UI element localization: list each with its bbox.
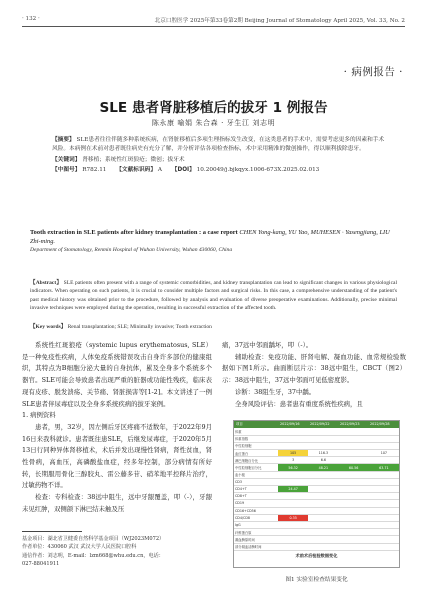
article-title: SLE 患者肾脏移植后的拔牙 1 例报告 [99,100,328,116]
phone-line: 027-88041911 [22,561,60,568]
case-paragraph: 患者，男，32岁，因左侧后牙区疼痛不适数年，于2022年9月16日来我科就诊。患者既往患SLE，后继发尿毒症，于2020年5月13日行同种异体肾移植术，术后并发出现慢性肾病，肾性贫血，肾性骨病，高血压，高磷酸盐血症，经多年控制，部分病情有所好转，长期服用骨化三醇胶丸、雷公藤多苷、硝苯地平控释片治疗，过敏药物不详。 [22,422,212,490]
english-authors: CHEN Yong-kang, YU Yao, MUHESEN · Yasengjiang, LIU Zhi-ming. [30,229,390,245]
english-title [30,228,397,246]
figure-header-item: 项目 [236,422,243,426]
lab-cell: 63.71 [369,464,399,471]
abstract-cn-label: 【摘要】 [52,137,75,143]
abstract-en [30,279,397,312]
doc-code-label: 【文献标识码】 [116,167,157,174]
lab-cell [339,457,369,464]
lab-cell [339,471,369,478]
lab-cell [308,435,338,442]
lab-table-row [234,450,399,457]
lab-cell [339,529,369,536]
classification-row [52,166,387,175]
lab-cell [369,529,399,536]
lab-cell [339,543,369,550]
body-column-left [22,340,212,516]
lab-cell: 56.32 [278,464,308,471]
risk-paragraph: 全身风险评估：患者患有重度系统性疾病，且 [235,399,363,408]
english-title-text: Tooth extraction in SLE patients after kidney transplantation : a case report [30,229,238,236]
lab-row-label: CD4/CD8 [234,514,278,521]
lab-cell [369,428,399,435]
keywords-en [30,323,397,331]
lab-table-row [234,536,399,543]
lab-cell [339,486,369,493]
lab-cell [339,536,369,543]
lab-row-label: 中性粒细胞 [234,442,278,449]
author-list: 陈永康 喻娟 朱合森 · 牙生江 刘志明 [151,119,276,127]
funding-footnote [22,535,212,569]
lab-row-label: IgG [234,521,278,528]
lab-table-row [234,486,399,493]
lab-cell [369,486,399,493]
lab-row-label: 血小板 [234,471,278,478]
lab-row-label: CD19 [234,500,278,507]
section-tag: · 病例报告 · [343,66,403,78]
keywords-en-text: Renal transplantation; SLE; Minimally invasive; Tooth extraction [66,324,212,330]
lab-table-row [234,435,399,442]
lab-cell [278,435,308,442]
lab-cell: 105 [278,450,308,457]
lab-cell [369,521,399,528]
lab-table-row [234,428,399,435]
keywords-en-label: 【Key words】 [30,324,67,330]
funding-line: 基金项目：湖北省卫健委自然科学基金项目（WJ2023M072） [22,536,165,542]
lab-cell [369,536,399,543]
lab-cell [308,543,338,550]
aux-exam-paragraph: 辅助检查：免疫功能、肝肾电解、凝血功能、血常规检验数据如下图1所示。曲面断层片示：38远中阻生，CBCT（图2）示：38远中阻生，37远中邻面可见低密度影。 [222,352,406,385]
clc-label: 【中图号】 [52,167,81,174]
abstract-cn-text: SLE患者往往伴随多种系统疾病，在肾脏移植后多项生理指标发生改变，在这类患者的手术中，需要考虑更多的因素和手术风险。本病例在术前对患者既往病史有充分了解，并分析评估各项检查指标，术中采用精准的微创操作，得以顺利拔除患牙。 [52,137,385,153]
lab-cell: 6.6 [308,457,338,464]
figure-header-row [234,421,399,428]
lab-cell [278,471,308,478]
lab-cell: 24.47 [278,486,308,493]
footnote-divider [22,531,82,532]
lab-cell: 3 [278,457,308,464]
lab-cell [369,457,399,464]
lab-cell [308,486,338,493]
doi-value: 10.20049/j.bjkqyx.1006-673X.2025.02.013 [194,167,320,174]
page-number: · 132 · [22,16,40,22]
figure-caption: 图1 实验室检查结果变化 [285,577,348,583]
lab-cell [278,500,308,507]
lab-cell [308,514,338,521]
header-divider [22,26,405,27]
lab-row-label: CD16+CD56 [234,507,278,514]
lab-cell [308,471,338,478]
lab-cell [369,442,399,449]
lab-cell [369,514,399,521]
lab-cell [339,450,369,457]
journal-info: 北京口腔医学 2025年第33卷第2期 Beijing Journal of Stomatology April 2025, Vol. 33, No. 2 [154,18,405,24]
keywords-cn-text: 肾移植；系统性红斑狼疮；微创；拔牙术 [80,156,185,163]
lab-cell [278,442,308,449]
figure-footer: 术前术后检验数据变化 [295,553,338,558]
lab-table-row [234,457,399,464]
lab-cell [369,493,399,500]
intro-paragraph: 系统性红斑狼疮（systemic lupus erythematosus, SLE）是一种免疫性疾病，人体免疫系统错误攻击自身许多部位的健康组织，其特点为B细胞分泌大量的自身抗体，累及全身多个系统多个器官。SLE可能会导致患者出现严重的脏器或功能性残疾，临床表现有皮疹、脱发溃疡、关节痛、肾脏损害等[1-2]。本文讲述了一例SLE患者伴尿毒症以及全身多系统疾病的拔牙案例。 [22,341,212,408]
lab-cell: 60.56 [339,464,369,471]
figure-header-date-3: 2022/09/23 [340,422,360,426]
lab-table [234,428,399,551]
lab-cell [278,507,308,514]
doi-label: 【DOI】 [171,167,195,174]
lab-cell [308,478,338,485]
lab-cell [339,521,369,528]
lab-cell: 48.21 [308,464,338,471]
lab-row-label: 淋巴细胞百分比 [234,457,278,464]
exam-paragraph: 检查：专科检查：38远中阻生，远中牙龈覆盖，叩（-），牙龈未见红肿，双侧颌下淋巴结未触及压 [22,493,212,513]
lab-cell [339,478,369,485]
lab-table-row [234,514,399,521]
lab-table-row [234,543,399,550]
lab-cell [278,543,308,550]
figure-header-date-4: 2022/09/28 [370,422,390,426]
lab-row-label: 纤维蛋白原 [234,529,278,536]
lab-cell [339,442,369,449]
lab-cell [339,514,369,521]
lab-cell [369,435,399,442]
lab-table-row [234,529,399,536]
lab-row-label: CD8+T [234,493,278,500]
diagnosis-paragraph: 诊断：38阻生牙，37中龋。 [235,387,316,396]
lab-cell [369,507,399,514]
lab-row-label: 中性粒细胞百分比 [234,464,278,471]
lab-row-label: 部分凝血活酶时间 [234,543,278,550]
lab-cell [339,500,369,507]
lab-row-label: CD3 [234,478,278,485]
lab-cell [308,500,338,507]
lab-row-label: 体重 [234,428,278,435]
lab-table-row [234,471,399,478]
abstract-en-label: 【Abstract】 [30,280,63,286]
affiliation-line: 作者单位：430060 武汉 武汉大学人民医院口腔科 [22,544,137,551]
lab-table-row [234,493,399,500]
lab-cell [369,471,399,478]
lab-cell [369,500,399,507]
lab-row-label: 血红蛋白 [234,450,278,457]
exam-continued: 痛，37远中邻面龋坏，叩（-）。 [222,341,313,349]
lab-cell [339,493,369,500]
figure-header-date-1: 2022/09/16 [280,422,300,426]
lab-cell: 107 [369,450,399,457]
lab-cell [278,521,308,528]
doc-code-value: A [156,167,162,174]
lab-table-row [234,500,399,507]
keywords-cn [52,156,387,165]
lab-table-row [234,521,399,528]
lab-cell [308,529,338,536]
lab-cell [339,435,369,442]
section-heading-case: 1. 病例资料 [22,411,56,420]
lab-row-label: CD4+T [234,486,278,493]
lab-cell [278,478,308,485]
english-affiliation: Department of Stomatology, Renmin Hospital of Wuhan University, Wuhan 430060, China [30,247,233,253]
lab-row-label: 体重指数 [234,435,278,442]
lab-cell: 116.3 [308,450,338,457]
abstract-en-text: SLE patients often present with a range of systemic comorbidities, and kidney transplantation can lead to significant changes in various physiological indicators. When operating on such patients, it is crucial to consider multiple factors and surgical risks. In this case, a comprehensive understanding of the patient's past medical history was obtained prior to the procedure, followed by analysis and evaluation of diverse preoperative examinations. Additionally, precise minimal invasive techniques were employed during the operation, resulting in successful extraction of the affected tooth. [30,280,397,311]
abstract-cn-body [52,136,387,155]
clc-value: R782.11 [80,167,107,174]
lab-cell [369,543,399,550]
lab-table-row [234,442,399,449]
lab-cell [339,428,369,435]
lab-results-figure [233,420,400,568]
lab-table-row [234,464,399,471]
lab-table-row [234,507,399,514]
lab-cell [278,536,308,543]
lab-cell [278,493,308,500]
lab-cell [308,442,338,449]
lab-cell [278,529,308,536]
lab-cell [278,428,308,435]
lab-cell [369,478,399,485]
lab-cell: 0.35 [278,514,308,521]
lab-cell [308,493,338,500]
lab-cell [308,536,338,543]
body-column-right [222,340,406,410]
lab-cell [308,428,338,435]
lab-cell [308,507,338,514]
lab-cell [308,521,338,528]
figure-header-date-2: 2022/09/22 [310,422,330,426]
abstract-cn [52,136,387,176]
keywords-cn-label: 【关键词】 [52,156,81,163]
lab-row-label: 凝血酶原时间 [234,536,278,543]
contact-line: 通信作者：刘志明，E-mail：lzm668@whu.edu.cn，电话： [22,552,164,559]
lab-cell [339,507,369,514]
lab-table-row [234,478,399,485]
